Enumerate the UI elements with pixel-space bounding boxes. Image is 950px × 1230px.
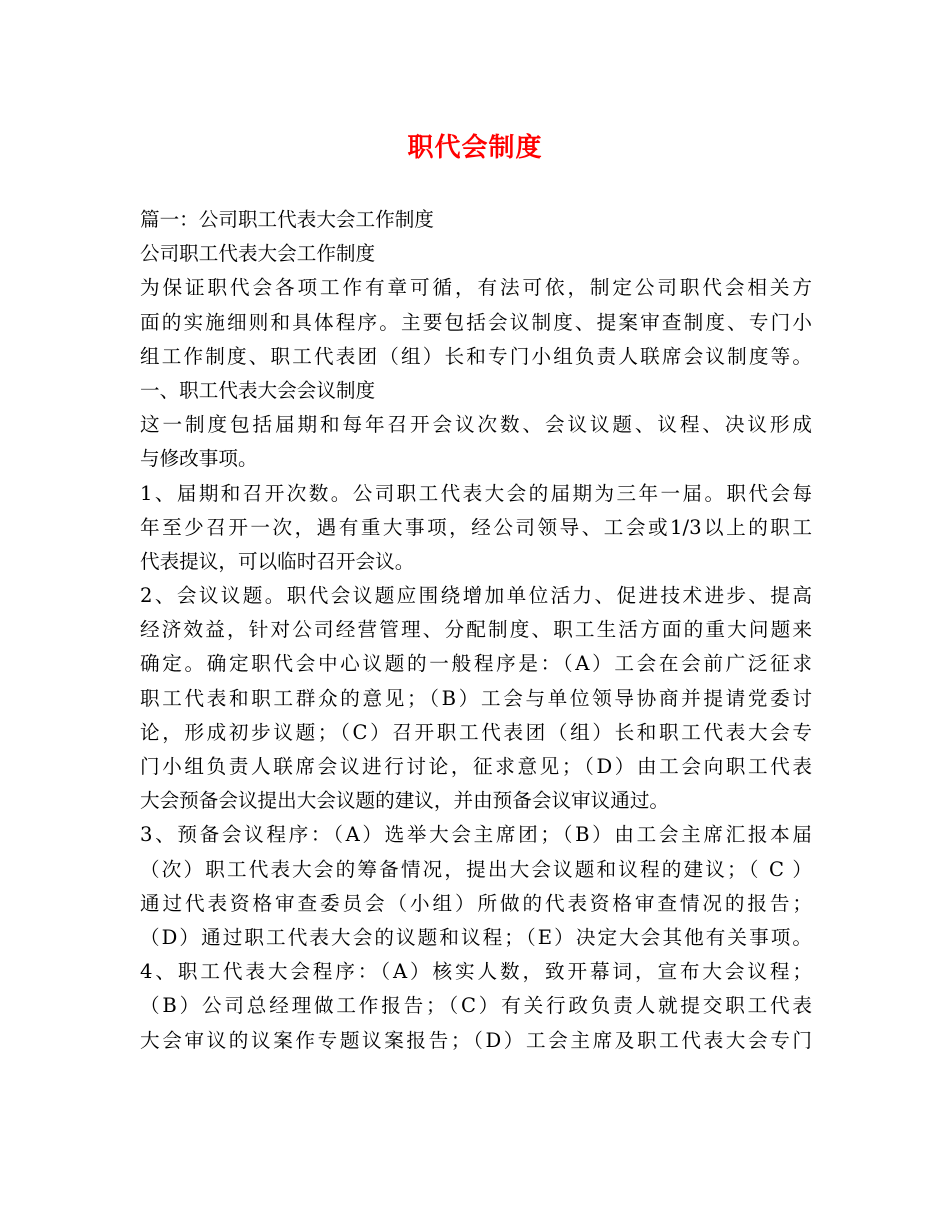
body-line: 1、届期和召开次数。公司职工代表大会的届期为三年一届。职代会每	[140, 481, 812, 505]
body-line: 经济效益，针对公司经营管理、分配制度、职工生活方面的重大问题来	[140, 618, 812, 642]
body-line: 大会预备会议提出大会议题的建议，并由预备会议审议通过。	[140, 789, 670, 813]
body-line: 2、会议议题。职代会议题应围绕增加单位活力、促进技术进步、提高	[140, 584, 812, 608]
body-line: 论，形成初步议题；（C）召开职工代表团（组）长和职工代表大会专	[140, 720, 812, 744]
body-line: 3、预备会议程序：（A）选举大会主席团；（B）由工会主席汇报本届	[140, 823, 812, 847]
body-line: 年至少召开一次，遇有重大事项，经公司领导、工会或1/3以上的职工	[140, 515, 812, 539]
body-line: 篇一：公司职工代表大会工作制度	[140, 208, 434, 231]
body-line: （D）通过职工代表大会的议题和议程；（E）决定大会其他有关事项。	[140, 925, 812, 949]
body-line: 职工代表和职工群众的意见；（B）工会与单位领导协商并提请党委讨	[140, 686, 812, 710]
body-line: 这一制度包括届期和每年召开会议次数、会议议题、议程、决议形成	[140, 413, 812, 437]
body-line: （次）职工代表大会的筹备情况，提出大会议题和议程的建议；（ C ）	[140, 857, 812, 881]
body-line: 代表提议，可以临时召开会议。	[140, 549, 415, 573]
body-line: 大会审议的议案作专题议案报告；（D）工会主席及职工代表大会专门	[140, 1028, 812, 1052]
body-line: 通过代表资格审查委员会（小组）所做的代表资格审查情况的报告；	[140, 891, 812, 915]
document-title: 职代会制度	[407, 133, 543, 163]
body-line: 门小组负责人联席会议进行讨论，征求意见；（D）由工会向职工代表	[140, 755, 812, 778]
body-line: 确定。确定职代会中心议题的一般程序是：（A）工会在会前广泛征求	[140, 652, 812, 676]
body-line: 组工作制度、职工代表团（组）长和专门小组负责人联席会议制度等。	[140, 344, 812, 368]
body-line: 公司职工代表大会工作制度	[140, 242, 376, 266]
document-body	[140, 203, 812, 1058]
body-line: 面的实施细则和具体程序。主要包括会议制度、提案审查制度、专门小	[140, 310, 812, 334]
body-line: 4、职工代表大会程序：（A）核实人数，致开幕词，宣布大会议程；	[140, 960, 812, 984]
body-line: （B）公司总经理做工作报告；（C）有关行政负责人就提交职工代表	[140, 994, 812, 1018]
body-line: 为保证职代会各项工作有章可循，有法可依，制定公司职代会相关方	[140, 276, 812, 300]
body-line: 与修改事项。	[140, 447, 258, 471]
body-line: 一、职工代表大会会议制度	[140, 378, 376, 402]
